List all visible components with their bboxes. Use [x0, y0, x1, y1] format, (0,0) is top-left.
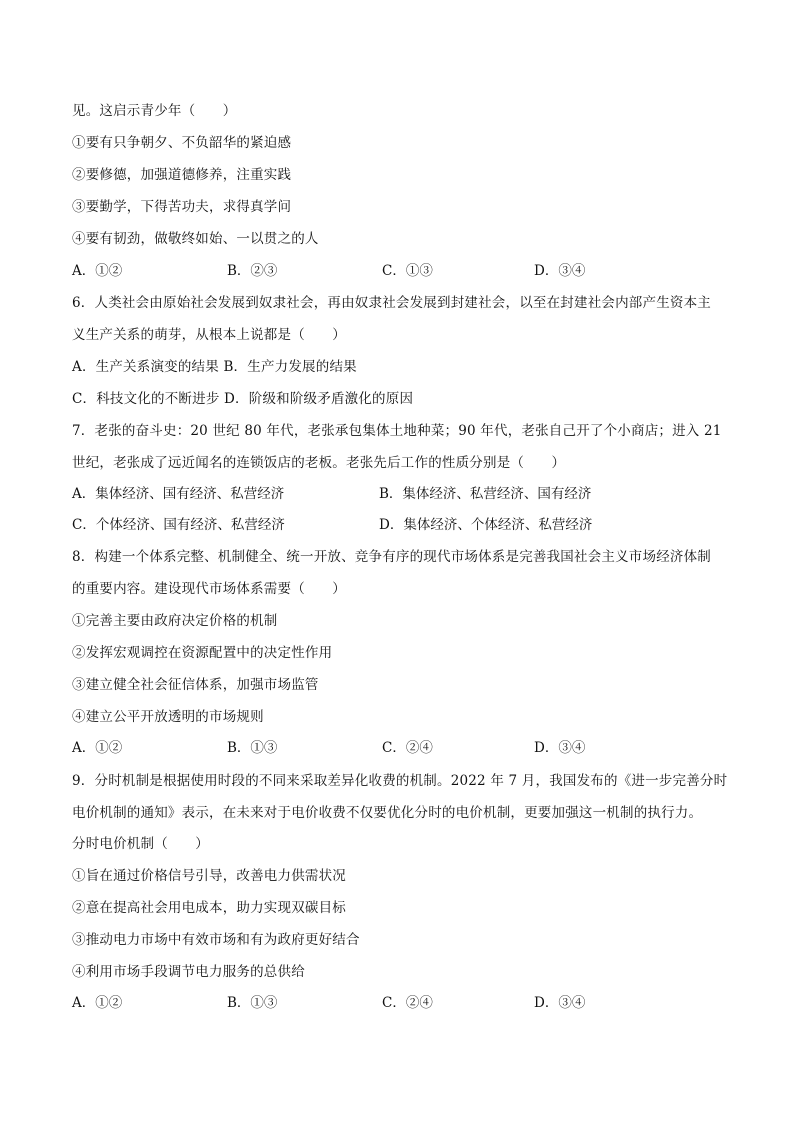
q6-stem-line-1: 6．人类社会由原始社会发展到奴隶社会，再由奴隶社会发展到封建社会，以至在封建社会内部产生资本主	[72, 295, 711, 311]
q5-item-1: ①要有只争朝夕、不负韶华的紧迫感	[72, 135, 292, 151]
q7-option-b[interactable]: B．集体经济、私营经济、国有经济	[379, 486, 592, 502]
q9-stem-line-1: 9．分时机制是根据使用时段的不同来采取差异化收费的机制。2022 年 7 月，我国发布的《进一步完善分时	[72, 773, 728, 789]
q8-option-c[interactable]: C．②④	[382, 740, 433, 756]
q6-options-row-1[interactable]: A．生产关系演变的结果 B．生产力发展的结果	[72, 359, 357, 375]
q9-option-d[interactable]: D．③④	[534, 995, 586, 1011]
q9-option-b[interactable]: B．①③	[227, 995, 278, 1011]
q9-item-1: ①旨在通过价格信号引导，改善电力供需状况	[72, 868, 346, 884]
q5-option-a[interactable]: A．①②	[72, 263, 123, 279]
q8-options	[72, 738, 732, 758]
q7-options-row-1	[72, 484, 732, 504]
q5-item-2: ②要修德，加强道德修养，注重实践	[72, 167, 292, 183]
q7-stem-line-2: 世纪，老张成了远近闻名的连锁饭店的老板。老张先后工作的性质分别是（ ）	[72, 455, 566, 471]
q9-item-3: ③推动电力市场中有效市场和有为政府更好结合	[72, 932, 360, 948]
q5-option-c[interactable]: C．①③	[382, 263, 433, 279]
q7-stem-line-1: 7．老张的奋斗史：20 世纪 80 年代，老张承包集体土地种菜；90 年代，老张自己开了个小商店；进入 21	[72, 423, 722, 439]
q5-stem-tail: 见。这启示青少年（ ）	[72, 103, 237, 119]
q8-option-a[interactable]: A．①②	[72, 740, 123, 756]
q9-option-a[interactable]: A．①②	[72, 995, 123, 1011]
q5-option-d[interactable]: D．③④	[534, 263, 586, 279]
q8-stem-line-1: 8．构建一个体系完整、机制健全、统一开放、竞争有序的现代市场体系是完善我国社会主义市场经济体制	[72, 549, 711, 565]
q7-option-a[interactable]: A．集体经济、国有经济、私营经济	[72, 486, 285, 502]
q9-options	[72, 993, 732, 1013]
q9-stem-line-2: 电价机制的通知》表示，在未来对于电价收费不仅要优化分时的电价机制，更要加强这一机制的执行力。	[72, 805, 703, 821]
q5-item-3: ③要勤学，下得苦功夫，求得真学问	[72, 199, 292, 215]
q9-option-c[interactable]: C．②④	[382, 995, 433, 1011]
q9-stem-line-3: 分时电价机制（ ）	[72, 836, 209, 852]
q5-options	[72, 261, 732, 281]
q8-item-4: ④建立公平开放透明的市场规则	[72, 709, 264, 725]
q6-stem-line-2: 义生产关系的萌芽，从根本上说都是（ ）	[72, 327, 346, 343]
q7-options-row-2	[72, 515, 732, 535]
q6-options-row-2[interactable]: C．科技文化的不断进步 D．阶级和阶级矛盾激化的原因	[72, 391, 414, 407]
q8-option-d[interactable]: D．③④	[534, 740, 586, 756]
q5-item-4: ④要有韧劲，做敬终如始、一以贯之的人	[72, 231, 319, 247]
q8-item-2: ②发挥宏观调控在资源配置中的决定性作用	[72, 645, 333, 661]
q7-option-c[interactable]: C．个体经济、国有经济、私营经济	[72, 517, 285, 533]
q9-item-4: ④利用市场手段调节电力服务的总供给	[72, 964, 305, 980]
q9-item-2: ②意在提高社会用电成本，助力实现双碳目标	[72, 900, 346, 916]
q5-option-b[interactable]: B．②③	[227, 263, 278, 279]
q8-item-1: ①完善主要由政府决定价格的机制	[72, 613, 278, 629]
q7-option-d[interactable]: D．集体经济、个体经济、私营经济	[379, 517, 593, 533]
q8-stem-line-2: 的重要内容。建设现代市场体系需要（ ）	[72, 581, 346, 597]
q8-option-b[interactable]: B．①③	[227, 740, 278, 756]
q8-item-3: ③建立健全社会征信体系，加强市场监管	[72, 677, 319, 693]
